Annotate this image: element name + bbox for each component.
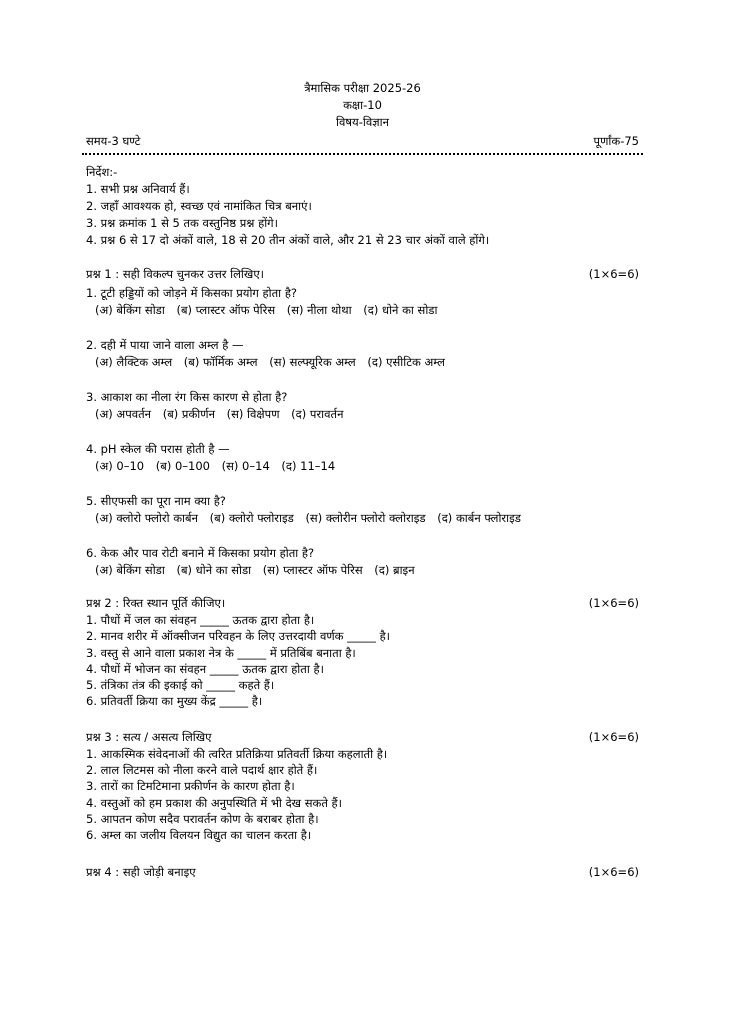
question-3 [86,729,639,844]
mcq-option: (स) क्लोरीन फ्लोरो क्लोराइड [305,511,426,525]
question-1-header [86,266,639,283]
instructions-heading: निर्देश:- [86,165,118,179]
mcq-options [86,510,639,527]
list-item: 2. मानव शरीर में ऑक्सीजन परिवहन के लिए उत्तरदायी वर्णक _____ है। [86,629,391,644]
question-4-header [86,864,639,881]
mcq-option: (ब) धोने का सोडा [176,563,252,577]
exam-header [86,80,639,131]
header-divider [82,153,643,155]
mcq-option: (ब) फॉर्मिक अम्ल [183,355,258,369]
class-label: कक्षा-10 [343,98,382,112]
mcq-question: 5. सीएफसी का पूरा नाम क्या है? [86,494,226,508]
mcq-option: (द) कार्बन फ्लोराइड [437,511,521,525]
question-1 [86,266,639,579]
mcq-option: (ब) प्रकीर्णन [162,407,215,421]
mcq-option: (स) विक्षेपण [226,407,280,421]
fill-blanks-list [86,612,639,710]
list-item: 2. लाल लिटमस को नीला करने वाले पदार्थ क्षार होते हैं। [86,763,318,778]
total-marks-label: पूर्णांक-75 [593,134,639,148]
true-false-list [86,746,639,844]
list-item: 1. पौधों में जल का संवहन _____ ऊतक द्वारा होता है। [86,613,315,627]
mcq-question: 3. आकाश का नीला रंग किस कारण से होता है? [86,390,288,404]
mcq-option: (द) धोने का सोडा [363,303,438,317]
instruction-item: 3. प्रश्न क्रमांक 1 से 5 तक वस्तुनिष्ठ प्रश्न होंगे। [86,216,279,230]
mcq-item [86,545,639,579]
mcq-option: (अ) बेकिंग सोडा [95,303,165,317]
mcq-question: 4. pH स्केल की परास होती है — [86,442,230,456]
question-3-title: प्रश्न 3 : सत्य / असत्य लिखिए [86,729,212,744]
question-2-marks: (1×6=6) [588,596,639,610]
mcq-option: (स) सल्फ्यूरिक अम्ल [269,355,356,369]
mcq-item [86,337,639,371]
list-item: 6. प्रतिवर्ती क्रिया का मुख्य केंद्र _____ है। [86,694,263,709]
mcq-options [86,354,639,371]
list-item: 4. वस्तुओं को हम प्रकाश की अनुपस्थिति में भी देख सकते हैं। [86,795,343,810]
mcq-option: (द) एसीटिक अम्ल [367,355,445,369]
mcq-item [86,389,639,423]
question-3-marks: (1×6=6) [588,729,639,744]
mcq-question: 2. दही में पाया जाने वाला अम्ल है — [86,338,244,352]
subject-label: विषय-विज्ञान [336,115,389,129]
question-1-title: प्रश्न 1 : सही विकल्प चुनकर उत्तर लिखिए। [86,267,265,281]
question-4-marks: (1×6=6) [588,864,639,879]
mcq-item [86,493,639,527]
mcq-option: (अ) बेकिंग सोडा [95,563,165,577]
question-2 [86,595,639,710]
mcq-option: (अ) लैक्टिक अम्ल [95,355,173,369]
question-2-title: प्रश्न 2 : रिक्त स्थान पूर्ति कीजिए। [86,596,226,610]
mcq-options [86,562,639,579]
mcq-option: (द) 11–14 [281,459,336,473]
question-3-header [86,729,639,746]
mcq-option: (स) 0–14 [221,459,270,473]
list-item: 1. आकस्मिक संवेदनाओं की त्वरित प्रतिक्रिया प्रतिवर्ती क्रिया कहलाती है। [86,746,388,761]
mcq-options [86,406,639,423]
list-item: 4. पौधों में भोजन का संवहन _____ ऊतक द्वारा होता है। [86,661,324,676]
question-2-header [86,595,639,612]
mcq-option: (स) प्लास्टर ऑफ पेरिस [262,563,363,577]
mcq-option: (अ) 0–10 [95,459,145,473]
question-1-marks: (1×6=6) [588,267,639,281]
instruction-item: 2. जहाँ आवश्यक हो, स्वच्छ एवं नामांकित चित्र बनाएं। [86,199,312,213]
mcq-option: (द) परावर्तन [291,407,344,421]
mcq-item [86,285,639,319]
list-item: 6. अम्ल का जलीय विलयन विद्युत का चालन करता है। [86,828,312,843]
instruction-item: 1. सभी प्रश्न अनिवार्य हैं। [86,182,190,196]
meta-row [86,133,639,150]
mcq-option: (स) नीला थोथा [286,303,352,317]
mcq-option: (द) ब्राइन [374,563,415,577]
mcq-option: (ब) प्लास्टर ऑफ पेरिस [176,303,276,317]
list-item: 3. वस्तु से आने वाला प्रकाश नेत्र के _____ में प्रतिबिंब बनाता है। [86,645,356,660]
mcq-question: 6. केक और पाव रोटी बनाने में किसका प्रयोग होता है? [86,546,315,560]
list-item: 5. तंत्रिका तंत्र की इकाई को _____ कहते हैं। [86,678,275,693]
instructions [86,164,639,249]
list-item: 3. तारों का टिमटिमाना प्रकीर्णन के कारण होता है। [86,779,295,794]
exam-title: त्रैमासिक परीक्षा 2025-26 [304,81,421,95]
mcq-option: (ब) क्लोरो फ्लोराइड [209,511,294,525]
question-4-title: प्रश्न 4 : सही जोड़ी बनाइए [86,864,196,879]
mcq-option: (ब) 0–100 [155,459,210,473]
mcq-question: 1. टूटी हड्डियों को जोड़ने में किसका प्रयोग होता है? [86,286,298,300]
mcq-options [86,302,639,319]
question-4 [86,864,639,881]
mcq-item [86,441,639,475]
mcq-options [86,458,639,475]
mcq-option: (अ) क्लोरो फ्लोरो कार्बन [95,511,198,525]
instruction-item: 4. प्रश्न 6 से 17 दो अंकों वाले, 18 से 20 तीन अंकों वाले, और 21 से 23 चार अंकों वाले होंगे। [86,233,490,247]
time-label: समय-3 घण्टे [86,134,141,148]
mcq-option: (अ) अपवर्तन [95,407,152,421]
list-item: 5. आपतन कोण सदैव परावर्तन कोण के बराबर होता है। [86,811,319,826]
